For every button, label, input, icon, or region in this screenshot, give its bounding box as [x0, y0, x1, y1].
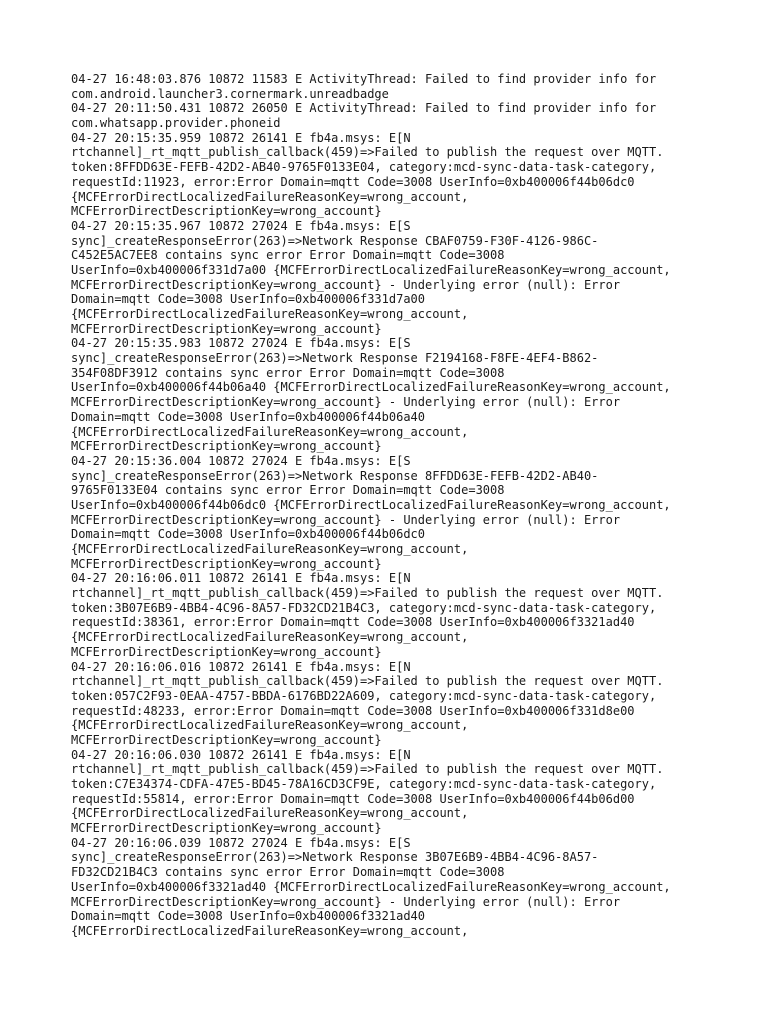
log-line: Domain=mqtt Code=3008 UserInfo=0xb400006f44b06a40 [71, 409, 426, 424]
log-line: rtchannel]_rt_mqtt_publish_callback(459)=>Failed to publish the request over MQTT. [71, 762, 664, 777]
log-line: MCFErrorDirectDescriptionKey=wrong_account} - Underlying error (null): Error [71, 395, 621, 410]
log-line: 04-27 20:11:50.431 10872 26050 E ActivityThread: Failed to find provider info for [71, 101, 657, 116]
log-line: MCFErrorDirectDescriptionKey=wrong_account} [71, 439, 382, 454]
log-line: UserInfo=0xb400006f44b06a40 {MCFErrorDirectLocalizedFailureReasonKey=wrong_account, [71, 380, 671, 395]
log-line: sync]_createResponseError(263)=>Network Response CBAF0759-F30F-4126-986C- [71, 233, 599, 248]
log-line: 04-27 20:16:06.016 10872 26141 E fb4a.msys: E[N [71, 659, 411, 674]
log-line: UserInfo=0xb400006f3321ad40 {MCFErrorDirectLocalizedFailureReasonKey=wrong_account, [71, 879, 671, 894]
log-line: FD32CD21B4C3 contains sync error Error Domain=mqtt Code=3008 [71, 865, 505, 880]
log-line: MCFErrorDirectDescriptionKey=wrong_account} [71, 732, 382, 747]
log-line: 04-27 20:16:06.039 10872 27024 E fb4a.msys: E[S [71, 835, 411, 850]
log-line: sync]_createResponseError(263)=>Network Response F2194168-F8FE-4EF4-B862- [71, 351, 599, 366]
log-line: 354F08DF3912 contains sync error Error Domain=mqtt Code=3008 [71, 365, 505, 380]
log-line: rtchannel]_rt_mqtt_publish_callback(459)=>Failed to publish the request over MQTT. [71, 674, 664, 689]
log-line: {MCFErrorDirectLocalizedFailureReasonKey=wrong_account, [71, 630, 469, 645]
log-line: token:C7E34374-CDFA-47E5-BD45-78A16CD3CF9E, category:mcd-sync-data-task-category, [71, 777, 657, 791]
log-line: {MCFErrorDirectLocalizedFailureReasonKey=wrong_account, [71, 923, 469, 938]
log-line: {MCFErrorDirectLocalizedFailureReasonKey=wrong_account, [71, 424, 469, 439]
log-line: MCFErrorDirectDescriptionKey=wrong_account} [71, 644, 382, 659]
log-line: 04-27 20:16:06.011 10872 26141 E fb4a.msys: E[N [71, 571, 411, 586]
log-line: 04-27 20:15:35.967 10872 27024 E fb4a.msys: E[S [71, 218, 411, 233]
log-line: 04-27 20:16:06.030 10872 26141 E fb4a.msys: E[N [71, 747, 411, 762]
log-line: UserInfo=0xb400006f44b06dc0 {MCFErrorDirectLocalizedFailureReasonKey=wrong_account, [71, 497, 671, 512]
log-line: MCFErrorDirectDescriptionKey=wrong_account} [71, 321, 382, 336]
log-line: C452E5AC7EE8 contains sync error Error Domain=mqtt Code=3008 [71, 248, 505, 263]
log-line: 04-27 20:15:36.004 10872 27024 E fb4a.msys: E[S [71, 453, 411, 468]
log-line: token:8FFDD63E-FEFB-42D2-AB40-9765F0133E04, category:mcd-sync-data-task-category, [71, 160, 657, 175]
log-line: requestId:48233, error:Error Domain=mqtt Code=3008 UserInfo=0xb400006f331d8e00 [71, 703, 635, 718]
log-line: MCFErrorDirectDescriptionKey=wrong_account} - Underlying error (null): Error [71, 277, 621, 292]
log-line: 9765F0133E04 contains sync error Error Domain=mqtt Code=3008 [71, 483, 505, 498]
log-line: Domain=mqtt Code=3008 UserInfo=0xb400006f44b06dc0 [71, 527, 426, 542]
log-line: {MCFErrorDirectLocalizedFailureReasonKey=wrong_account, [71, 806, 469, 821]
log-line: {MCFErrorDirectLocalizedFailureReasonKey=wrong_account, [71, 307, 469, 321]
log-line: {MCFErrorDirectLocalizedFailureReasonKey=wrong_account, [71, 718, 469, 733]
log-line: rtchannel]_rt_mqtt_publish_callback(459)=>Failed to publish the request over MQTT. [71, 586, 664, 601]
log-line: sync]_createResponseError(263)=>Network Response 8FFDD63E-FEFB-42D2-AB40- [71, 468, 599, 483]
log-line: MCFErrorDirectDescriptionKey=wrong_account} - Underlying error (null): Error [71, 512, 621, 527]
log-line: requestId:38361, error:Error Domain=mqtt Code=3008 UserInfo=0xb400006f3321ad40 [71, 615, 635, 630]
log-line: rtchannel]_rt_mqtt_publish_callback(459)=>Failed to publish the request over MQTT. [71, 145, 664, 160]
log-line: {MCFErrorDirectLocalizedFailureReasonKey=wrong_account, [71, 189, 469, 204]
log-line: 04-27 16:48:03.876 10872 11583 E ActivityThread: Failed to find provider info for [71, 72, 657, 86]
log-line: token:057C2F93-0EAA-4757-BBDA-6176BD22A609, category:mcd-sync-data-task-category, [71, 688, 657, 703]
log-line: Domain=mqtt Code=3008 UserInfo=0xb400006f3321ad40 [71, 909, 426, 924]
log-line: sync]_createResponseError(263)=>Network Response 3B07E6B9-4BB4-4C96-8A57- [71, 850, 599, 865]
log-line: MCFErrorDirectDescriptionKey=wrong_account} [71, 556, 382, 571]
log-line: com.android.launcher3.cornermark.unreadbadge [71, 86, 389, 101]
log-line: {MCFErrorDirectLocalizedFailureReasonKey=wrong_account, [71, 542, 469, 556]
log-line: 04-27 20:15:35.959 10872 26141 E fb4a.msys: E[N [71, 130, 411, 145]
log-line: UserInfo=0xb400006f331d7a00 {MCFErrorDirectLocalizedFailureReasonKey=wrong_account, [71, 262, 671, 277]
log-line: MCFErrorDirectDescriptionKey=wrong_account} [71, 204, 382, 219]
log-line: MCFErrorDirectDescriptionKey=wrong_account} - Underlying error (null): Error [71, 894, 621, 909]
log-line: Domain=mqtt Code=3008 UserInfo=0xb400006f331d7a00 [71, 292, 426, 307]
log-line: token:3B07E6B9-4BB4-4C96-8A57-FD32CD21B4C3, category:mcd-sync-data-task-category, [71, 600, 657, 615]
log-line: requestId:11923, error:Error Domain=mqtt Code=3008 UserInfo=0xb400006f44b06dc0 [71, 174, 635, 189]
log-line: 04-27 20:15:35.983 10872 27024 E fb4a.msys: E[S [71, 336, 411, 351]
log-line: requestId:55814, error:Error Domain=mqtt Code=3008 UserInfo=0xb400006f44b06d00 [71, 791, 635, 806]
log-line: MCFErrorDirectDescriptionKey=wrong_account} [71, 821, 382, 836]
log-line: com.whatsapp.provider.phoneid [71, 116, 281, 131]
log-document [71, 72, 751, 939]
